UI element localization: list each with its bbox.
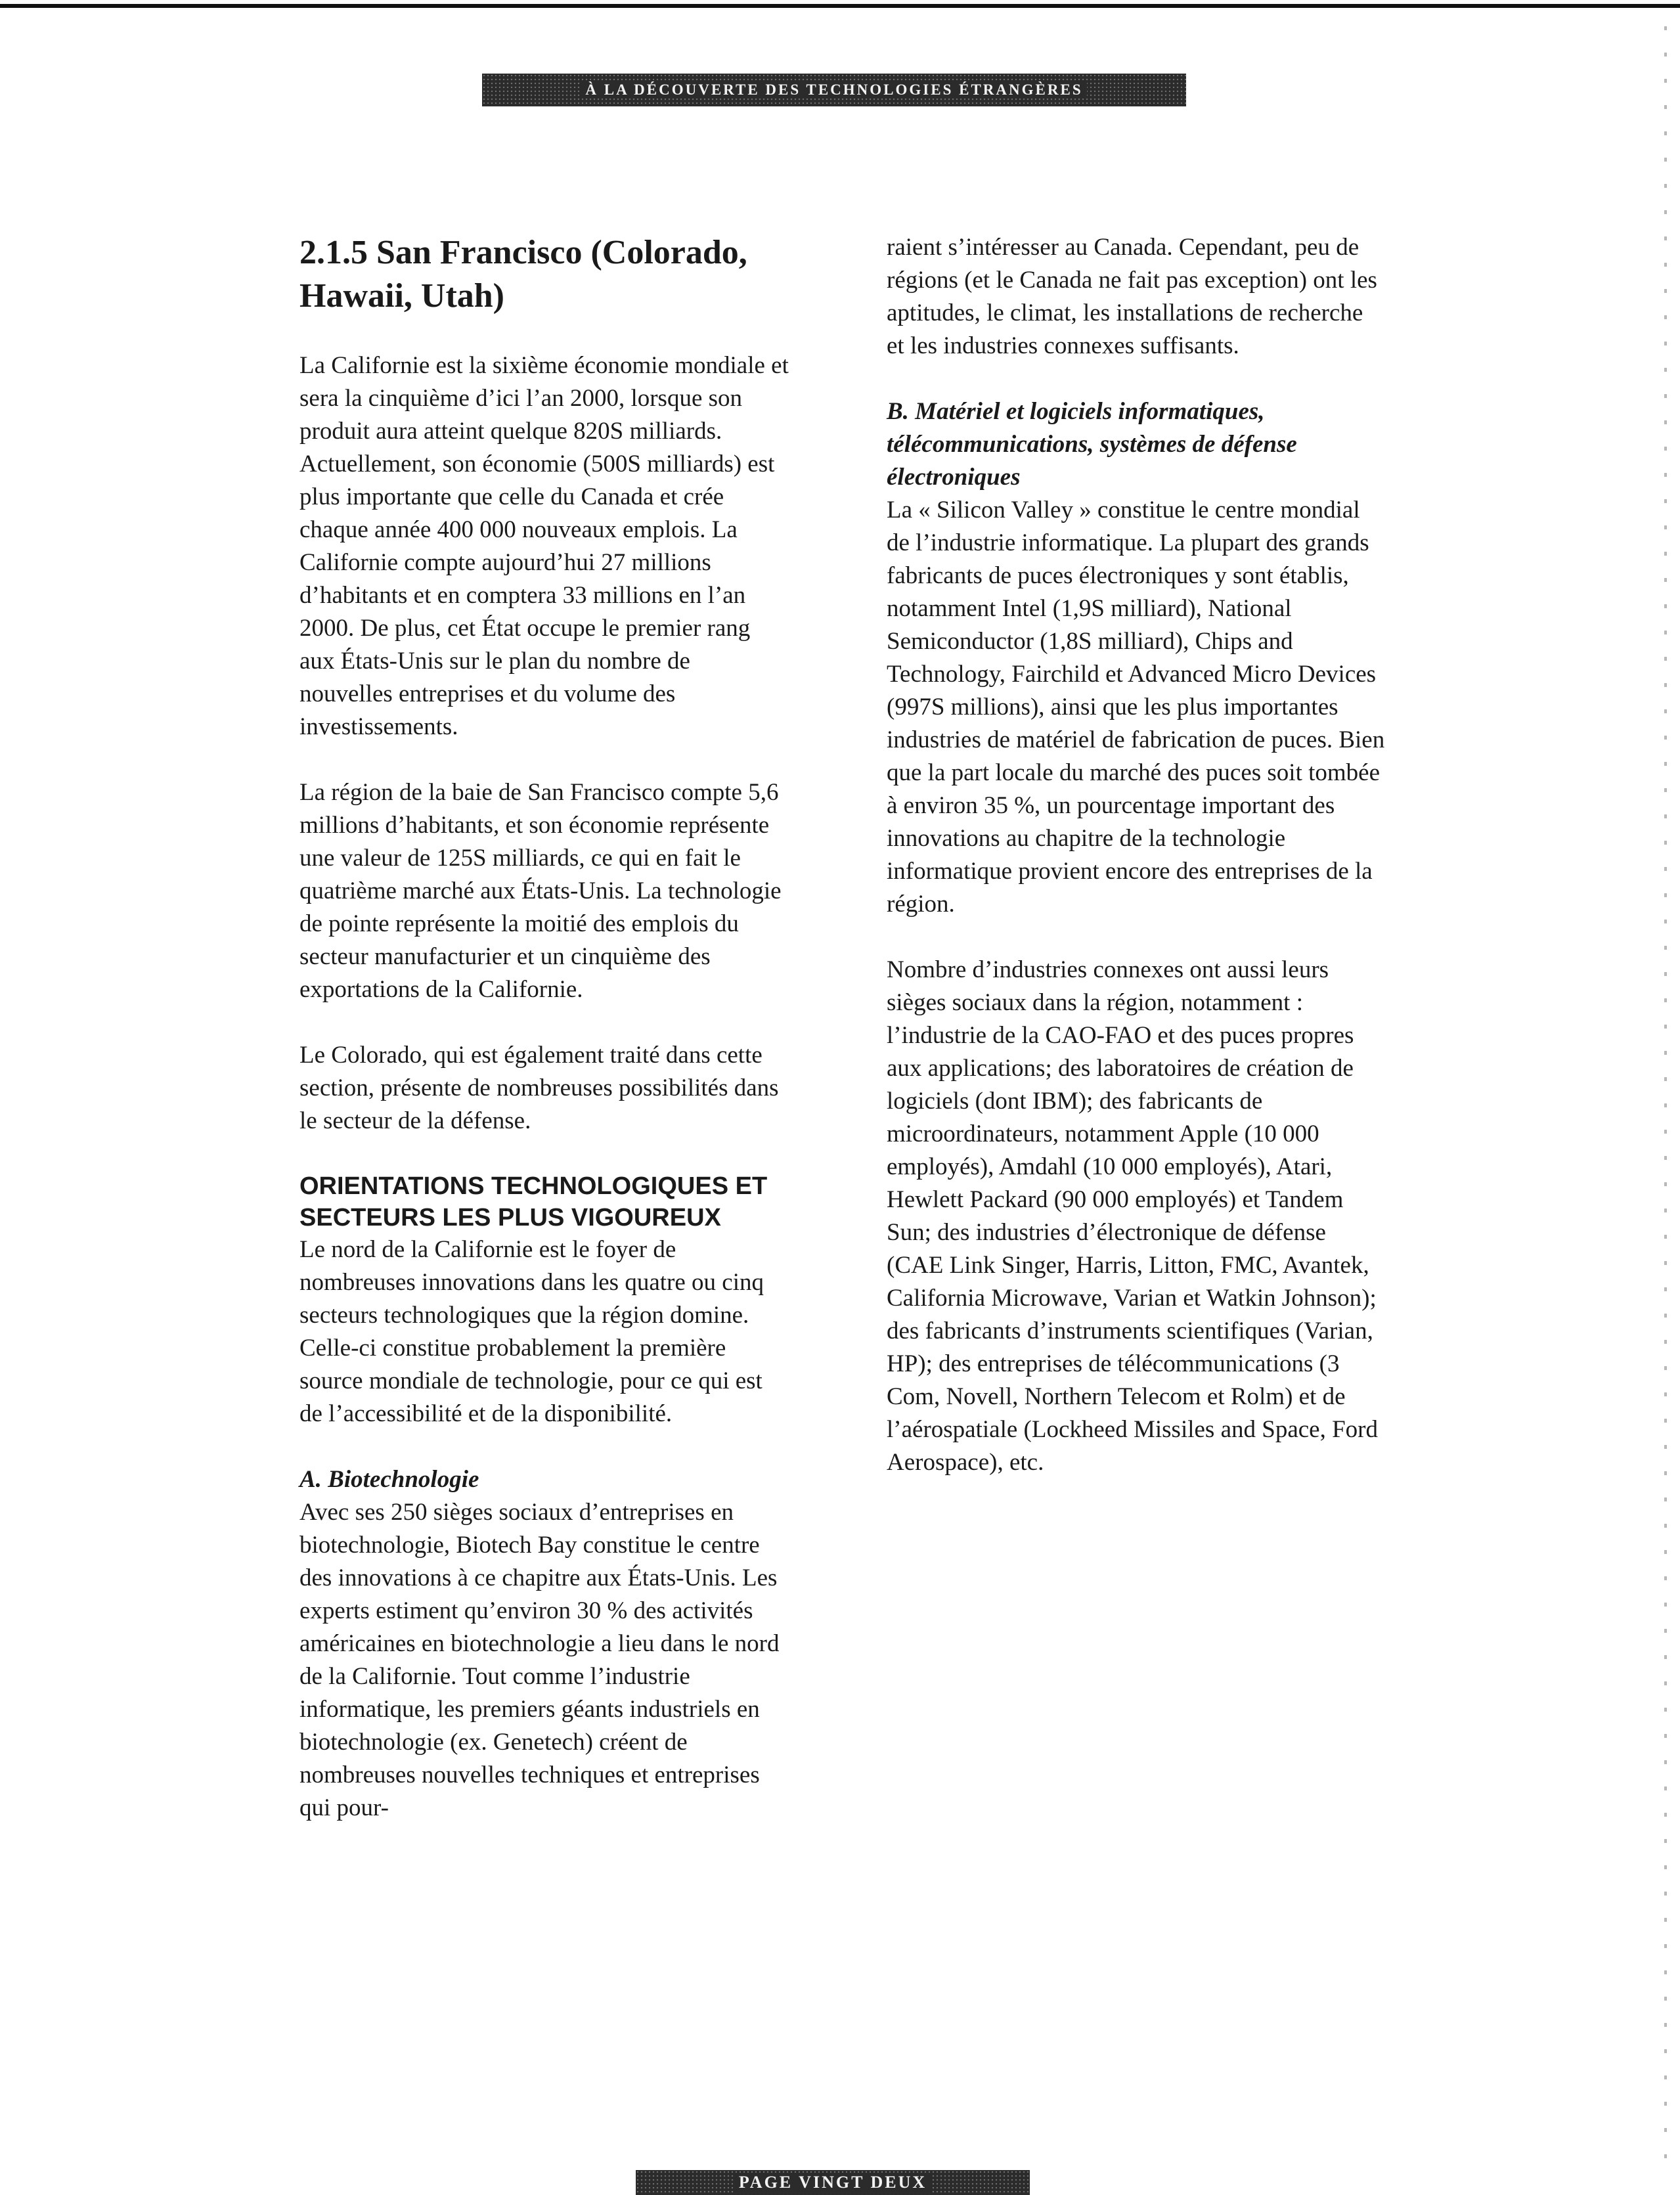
heading-biotechnology: A. Biotechnologie [299, 1466, 479, 1493]
header-banner [482, 74, 1186, 106]
footer-banner [636, 2170, 1030, 2195]
paragraph-colorado: Le Colorado, qui est également traité dans cette section, présente de nombreuses possibilités dans le secteur de la défense. [299, 1042, 779, 1134]
page-number-label: PAGE VINGT DEUX [734, 2173, 932, 2192]
paragraph-bay-area: La région de la baie de San Francisco compte 5,6 millions d’habitants, et son économie représente une valeur de 125S milliards, ce qui en fait le quatrième marché aux États-Unis. La technologie de pointe représente la moitié des emplois du secteur manufacturier et un cinquième des exportations de la Californie. [299, 779, 782, 1003]
section-title: 2.1.5 San Francisco (Colorado, Hawaii, Utah) [299, 234, 747, 315]
paragraph-related-industries: Nombre d’industries connexes ont aussi leurs sièges sociaux dans la région, notamment : l’industrie de la CAO-FAO et des puces propres aux applications; des laboratoires de création de logiciels (dont IBM); des fabricants de microordinateurs, notamment Apple (10 000 employés), Amdahl (10 000 employés), Atari, Hewlett Packard (90 000 employés) et Tandem Sun; des industries d’électronique de défense (CAE Link Singer, Harris, Litton, FMC, Avantek, California Microwave, Varian et Watkin Johnson); des fabricants d’instruments scientifiques (Varian, HP); des entreprises de télécommunications (3 Com, Novell, Northern Telecom et Rolm) et de l’aérospatiale (Lockheed Missiles and Space, Ford Aerospace), etc. [887, 956, 1378, 1476]
header-banner-text: À LA DÉCOUVERTE DES TECHNOLOGIES ÉTRANGÈRES [581, 81, 1086, 99]
right-column [887, 231, 1386, 1479]
paragraph-silicon-valley: La « Silicon Valley » constitue le centre mondial de l’industrie informatique. La plupart des grands fabricants de puces électroniques y sont établis, notamment Intel (1,9S milliard), National Semiconductor (1,8S milliard), Chips and Technology, Fairchild et Advanced Micro Devices (997S millions), ainsi que les plus importantes industries de matériel de fabrication de puces. Bien que la part locale du marché des puces soit tombée à environ 35 %, un pourcentage important des innovations au chapitre de la technologie informatique provient encore des entreprises de la région. [887, 497, 1385, 918]
paragraph-canada-interest: raient s’intéresser au Canada. Cependant, peu de régions (et le Canada ne fait pas exception) ont les aptitudes, le climat, les installations de recherche et les industries connexes suffisants. [887, 234, 1377, 359]
paragraph-california-economy: La Californie est la sixième économie mondiale et sera la cinquième d’ici l’an 2000, lorsque son produit aura atteint quelque 820S milliards. Actuellement, son économie (500S milliards) est plus importante que celle du Canada et crée chaque année 400 000 nouveaux emplois. La Californie compte aujourd’hui 27 millions d’habitants et en comptera 33 millions en l’an 2000. De plus, cet État occupe le premier rang aux États-Unis sur le plan du nombre de nouvelles entreprises et du volume des investissements. [299, 352, 789, 740]
paragraph-biotech-bay: Avec ses 250 sièges sociaux d’entreprises en biotechnologie, Biotech Bay constitue le centre des innovations à ce chapitre aux États-Unis. Les experts estiment qu’environ 30 % des activités américaines en biotechnologie a lieu dans le nord de la Californie. Tout comme l’industrie informatique, les premiers géants industriels en biotechnologie (ex. Genetech) créent de nombreuses nouvelles techniques et entreprises qui pour- [299, 1499, 780, 1821]
left-column [299, 231, 789, 1825]
scan-edge-marks [1664, 26, 1667, 2167]
paragraph-northern-california: Le nord de la Californie est le foyer de nombreuses innovations dans les quatre ou cinq secteurs technologiques que la région domine. Celle-ci constitue probablement la première source mondiale de technologie, pour ce qui est de l’accessibilité et de la disponibilité. [299, 1236, 764, 1427]
top-rule [0, 4, 1680, 8]
heading-computing: B. Matériel et logiciels informatiques, télécommunications, systèmes de défense électroniques [887, 398, 1297, 491]
subheading-orientations: ORIENTATIONS TECHNOLOGIQUES ET SECTEURS LES PLUS VIGOUREUX [299, 1172, 768, 1231]
